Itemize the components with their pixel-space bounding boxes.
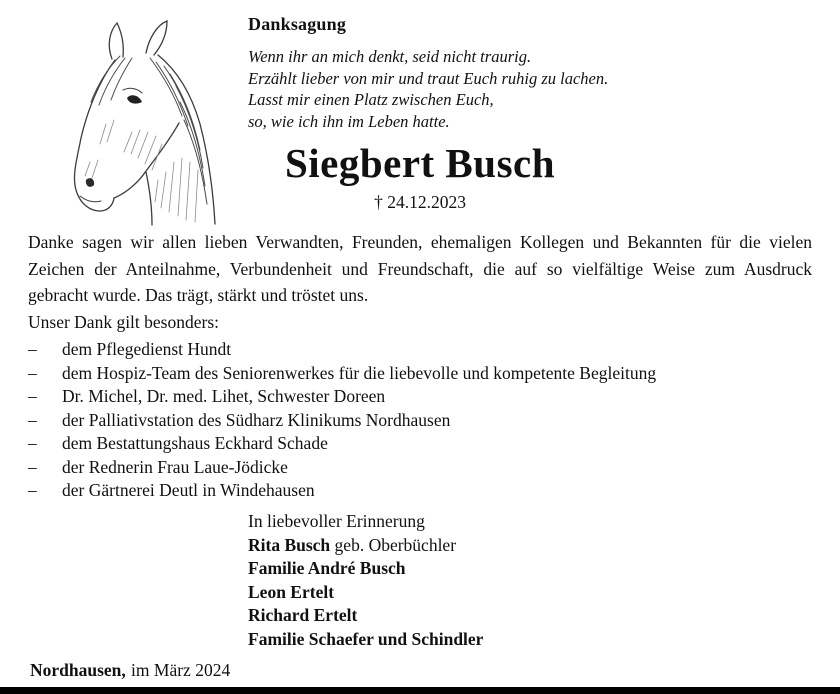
mourner-name-bold: Familie André Busch bbox=[248, 558, 406, 579]
mourner-line bbox=[248, 510, 488, 534]
special-thanks-item-text: der Palliativstation des Südharz Klinikums Nordhausen bbox=[62, 409, 451, 430]
mourner-line bbox=[248, 534, 488, 558]
special-thanks-item bbox=[28, 456, 812, 480]
poem-line: so, wie ich ihn im Leben hatte. bbox=[248, 111, 450, 131]
date-label: im März 2024 bbox=[131, 660, 231, 680]
mourner-name-bold: Familie Schaefer und Schindler bbox=[248, 628, 484, 649]
paragraph-line: gebracht wurde. Das trägt, stärkt und tröstet uns. bbox=[28, 285, 369, 305]
header-block bbox=[248, 14, 808, 132]
mourner-line bbox=[248, 557, 488, 581]
dash-bullet: – bbox=[28, 409, 37, 430]
deceased-block bbox=[0, 141, 840, 213]
special-thanks-item bbox=[28, 409, 812, 433]
special-thanks-item-text: der Gärtnerei Deutl in Windehausen bbox=[62, 480, 315, 500]
mourner-line bbox=[248, 604, 488, 628]
special-thanks-item bbox=[28, 479, 812, 503]
special-thanks-list bbox=[28, 338, 812, 503]
dash-bullet: – bbox=[28, 386, 37, 406]
poem bbox=[248, 46, 808, 132]
deceased-name: Siegbert Busch bbox=[284, 140, 556, 186]
special-thanks-item bbox=[28, 385, 812, 409]
special-thanks-section bbox=[28, 311, 812, 503]
mourner-name-bold: Leon Ertelt bbox=[248, 581, 335, 602]
paragraph-line: Danke sagen wir allen lieben Verwandten, Freunden, ehemaligen Kollegen und Bekannten für die vielen bbox=[28, 232, 812, 252]
thanks-paragraph bbox=[28, 229, 812, 309]
special-thanks-item-text: der Rednerin Frau Laue-Jödicke bbox=[62, 456, 288, 477]
paragraph-line: Zeichen der Anteilnahme, Verbundenheit und Freundschaft, die auf so vielfältige Weise zum Ausdruck bbox=[28, 258, 812, 279]
bottom-border-rule bbox=[0, 687, 840, 694]
city-label: Nordhausen, bbox=[30, 660, 126, 680]
mourner-name-plain: geb. Oberbüchler bbox=[334, 534, 457, 555]
mourner-name-bold: Richard Ertelt bbox=[248, 605, 358, 626]
poem-line: Lasst mir einen Platz zwischen Euch, bbox=[248, 90, 494, 109]
special-thanks-intro: Unser Dank gilt besonders: bbox=[28, 312, 220, 332]
mourners-section bbox=[248, 510, 488, 652]
special-thanks-item-text: dem Bestattungshaus Eckhard Schade bbox=[62, 433, 328, 453]
poem-line: Wenn ihr an mich denkt, seid nicht traurig. bbox=[248, 47, 532, 66]
special-thanks-item-text: dem Hospiz-Team des Seniorenwerkes für die liebevolle und kompetente Begleitung bbox=[62, 362, 657, 383]
notice-type-title: Danksagung bbox=[248, 14, 347, 34]
dash-bullet: – bbox=[28, 433, 37, 453]
mourner-name-bold: Rita Busch bbox=[248, 534, 331, 555]
special-thanks-item bbox=[28, 338, 812, 362]
dash-bullet: – bbox=[28, 362, 37, 383]
special-thanks-item bbox=[28, 432, 812, 456]
dash-bullet: – bbox=[28, 339, 37, 359]
special-thanks-item-text: dem Pflegedienst Hundt bbox=[62, 339, 232, 359]
special-thanks-item-text: Dr. Michel, Dr. med. Lihet, Schwester Doreen bbox=[62, 386, 386, 406]
mourner-line bbox=[248, 628, 488, 652]
special-thanks-item bbox=[28, 362, 812, 386]
dash-bullet: – bbox=[28, 480, 37, 500]
place-and-date bbox=[30, 660, 230, 681]
mourner-line bbox=[248, 581, 488, 605]
mourner-name-plain: In liebevoller Erinnerung bbox=[248, 511, 425, 531]
poem-line: Erzählt lieber von mir und traut Euch ruhig zu lachen. bbox=[248, 68, 609, 88]
dash-bullet: – bbox=[28, 456, 37, 477]
death-date: † 24.12.2023 bbox=[374, 192, 466, 212]
